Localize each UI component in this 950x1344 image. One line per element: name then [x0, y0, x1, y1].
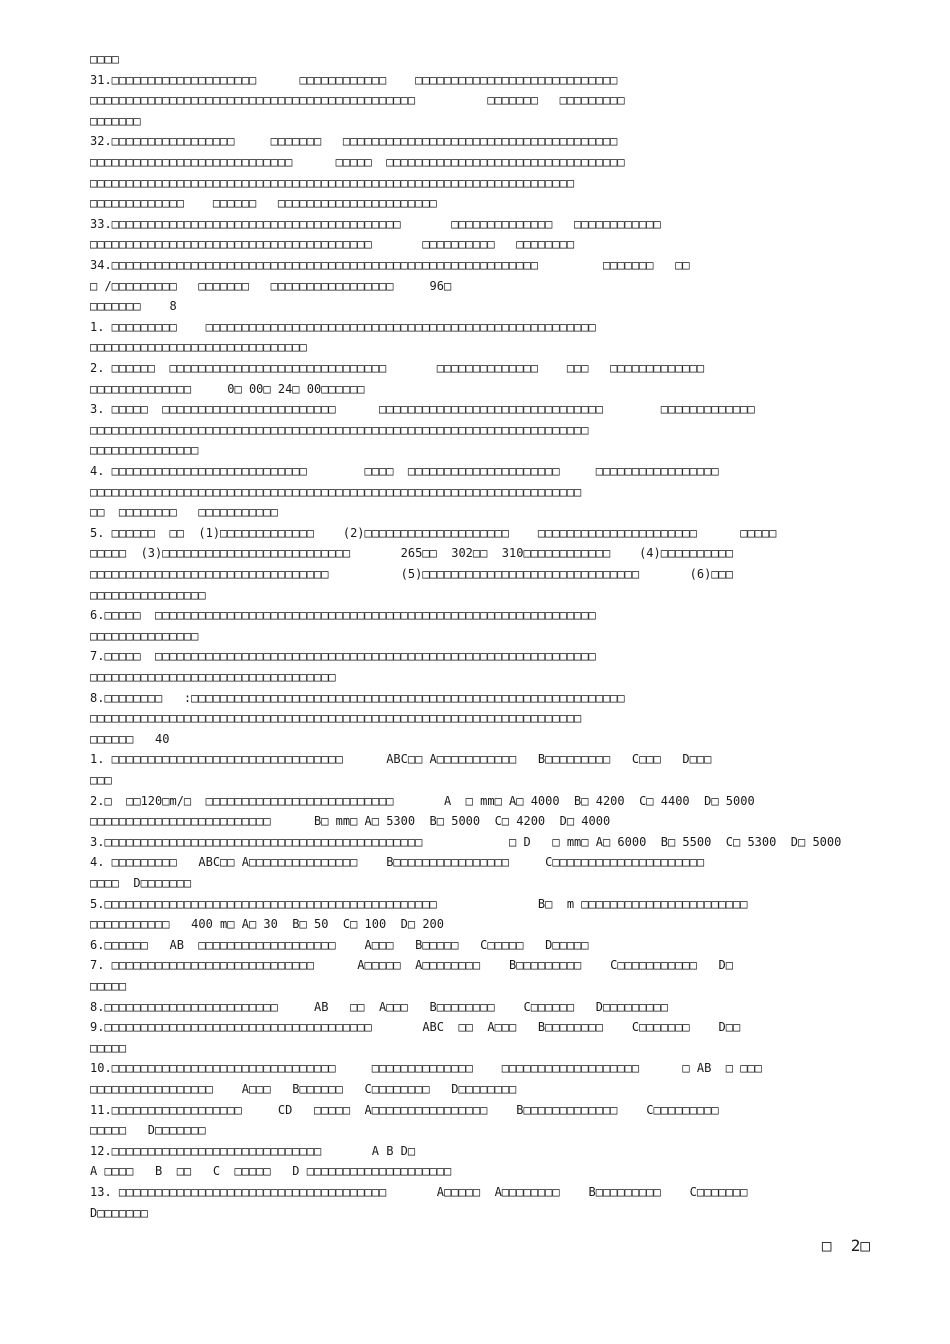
- text-line: 8.□□□□□□□□ :□□□□□□□□□□□□□□□□□□□□□□□□□□□□□□□□□□□□□□□□□□□□□□□□□□□□□□□□□□□□: [90, 691, 625, 705]
- text-line: 4. □□□□□□□□□□□□□□□□□□□□□□□□□□□ □□□□ □□□□□□□□□□□□□□□□□□□□□ □□□□□□□□□□□□□□□□□: [90, 464, 719, 478]
- text-line: 3. □□□□□ □□□□□□□□□□□□□□□□□□□□□□□□ □□□□□□□□□□□□□□□□□□□□□□□□□□□□□□□ □□□□□□□□□□□□□: [90, 402, 755, 416]
- text-line: □□□□□□□□□□□□□□□□: [90, 588, 206, 602]
- text-line: 7.□□□□□ □□□□□□□□□□□□□□□□□□□□□□□□□□□□□□□□□□□□□□□□□□□□□□□□□□□□□□□□□□□□□: [90, 649, 596, 663]
- text-line: 11.□□□□□□□□□□□□□□□□□□ CD □□□□□ A□□□□□□□□□□□□□□□□ B□□□□□□□□□□□□□ C□□□□□□□□□: [90, 1103, 719, 1117]
- text-line: 8.□□□□□□□□□□□□□□□□□□□□□□□□ AB □□ A□□□ B□□□□□□□□ C□□□□□□ D□□□□□□□□□: [90, 1000, 668, 1014]
- text-line: □□□□□□□□□□□□□□□□□□□□□□□□□□□□□□□□□□□□□□□□□□□□□□□□□□□□□□□□□□□□□□□□□□□□: [90, 485, 582, 499]
- text-line: □□□□□□□□□□□□□□□: [90, 443, 199, 457]
- text-line: 10.□□□□□□□□□□□□□□□□□□□□□□□□□□□□□□□ □□□□□□□□□□□□□□ □□□□□□□□□□□□□□□□□□□ □ AB □ □□□: [90, 1061, 762, 1075]
- text-line: 2. □□□□□□ □□□□□□□□□□□□□□□□□□□□□□□□□□□□□□ □□□□□□□□□□□□□□ □□□ □□□□□□□□□□□□□: [90, 361, 705, 375]
- text-line: 1. □□□□□□□□□□□□□□□□□□□□□□□□□□□□□□□□ ABC□□ A□□□□□□□□□□□ B□□□□□□□□□ C□□□ D□□□: [90, 752, 712, 766]
- text-line: 7. □□□□□□□□□□□□□□□□□□□□□□□□□□□□ A□□□□□ A□□□□□□□□ B□□□□□□□□□ C□□□□□□□□□□□ D□: [90, 958, 733, 972]
- text-line: □□□□□□ 40: [90, 732, 170, 746]
- text-line: □□□□□□□□□□□□□□□□□□□□□□□□□□□□□□□□□□□□□□□□□□□□□□□□□□□□□□□□□□□□□□□□□□□□□: [90, 423, 589, 437]
- text-line: □□ □□□□□□□□ □□□□□□□□□□□: [90, 505, 278, 519]
- text-line: A □□□□ B □□ C □□□□□ D □□□□□□□□□□□□□□□□□□□□: [90, 1164, 452, 1178]
- text-line: □□□□□□□□□□□□□□□□□□□□□□□□□□□□□□□□□□□□□□□□□□□□□□□□□□□□□□□□□□□□□□□□□□□: [90, 176, 575, 190]
- text-line: 4. □□□□□□□□□ ABC□□ A□□□□□□□□□□□□□□□ B□□□□□□□□□□□□□□□□ C□□□□□□□□□□□□□□□□□□□□□: [90, 855, 705, 869]
- text-line: □□□□□□□□□□□□□□□: [90, 629, 199, 643]
- text-line: □□□□: [90, 52, 119, 66]
- text-line: □□□□□□□□□□□□□□□□□ A□□□ B□□□□□□ C□□□□□□□□ D□□□□□□□□: [90, 1082, 517, 1096]
- text-line: □□□□□□□□□□□□□□□□□□□□□□□□□□□□□□□□□□□□□□□□□□□□□□□□□□□□□□□□□□□□□□□□□□□□: [90, 711, 582, 725]
- text-line: □□□□□□□□□□□□□□□□□□□□□□□□□□□□□□□□□□□□□□□□□□□□□ □□□□□□□ □□□□□□□□□: [90, 93, 625, 107]
- text-line: 6.□□□□□ □□□□□□□□□□□□□□□□□□□□□□□□□□□□□□□□□□□□□□□□□□□□□□□□□□□□□□□□□□□□□: [90, 608, 596, 622]
- text-line: □□□□□□□□□□□□□□□□□□□□□□□□□□□□□□□□□□: [90, 670, 336, 684]
- text-line: □□□□□□□□□□□□□□ 0□ 00□ 24□ 00□□□□□□: [90, 382, 365, 396]
- text-line: □□□□□: [90, 1041, 127, 1055]
- text-line: D□□□□□□□: [90, 1206, 148, 1220]
- text-line: □ /□□□□□□□□□ □□□□□□□ □□□□□□□□□□□□□□□□□ 96□: [90, 279, 452, 293]
- text-line: 1. □□□□□□□□□ □□□□□□□□□□□□□□□□□□□□□□□□□□□□□□□□□□□□□□□□□□□□□□□□□□□□□□: [90, 320, 596, 334]
- text-line: 32.□□□□□□□□□□□□□□□□□ □□□□□□□ □□□□□□□□□□□□□□□□□□□□□□□□□□□□□□□□□□□□□□: [90, 134, 618, 148]
- text-line: □□□□□□□ 8: [90, 299, 177, 313]
- page-number: □ 2□: [821, 1236, 870, 1255]
- text-line: □□□□□□□□□□□□□□□□□□□□□□□□□□□□□□: [90, 340, 307, 354]
- text-line: 12.□□□□□□□□□□□□□□□□□□□□□□□□□□□□□ A B D□: [90, 1144, 416, 1158]
- text-line: □□□□□□□□□□□□□□□□□□□□□□□□□□□□ □□□□□ □□□□□□□□□□□□□□□□□□□□□□□□□□□□□□□□□: [90, 155, 625, 169]
- text-line: □□□□□□□: [90, 114, 141, 128]
- text-line: □□□□ D□□□□□□□: [90, 876, 192, 890]
- text-line: 31.□□□□□□□□□□□□□□□□□□□□ □□□□□□□□□□□□ □□□□□□□□□□□□□□□□□□□□□□□□□□□□: [90, 73, 618, 87]
- text-line: □□□□□□□□□□□□□□□□□□□□□□□□□ B□ mm□ A□ 5300 B□ 5000 C□ 4200 D□ 4000: [90, 814, 611, 828]
- text-line: □□□□□□□□□□□□□□□□□□□□□□□□□□□□□□□□□□□□□□□ □□□□□□□□□□ □□□□□□□□: [90, 237, 575, 251]
- text-line: 33.□□□□□□□□□□□□□□□□□□□□□□□□□□□□□□□□□□□□□□□□ □□□□□□□□□□□□□□ □□□□□□□□□□□□: [90, 217, 661, 231]
- text-line: □□□□□ (3)□□□□□□□□□□□□□□□□□□□□□□□□□□ 265□□ 302□□ 310□□□□□□□□□□□□ (4)□□□□□□□□□□: [90, 546, 733, 560]
- text-line: 3.□□□□□□□□□□□□□□□□□□□□□□□□□□□□□□□□□□□□□□□□□□□□ □ D □ mm□ A□ 6000 B□ 5500 C□ 5300 D□ 5000: [90, 835, 842, 849]
- text-line: 5. □□□□□□ □□ (1)□□□□□□□□□□□□□ (2)□□□□□□□□□□□□□□□□□□□□ □□□□□□□□□□□□□□□□□□□□□□ □□□□□: [90, 526, 777, 540]
- text-line: □□□: [90, 773, 112, 787]
- text-line: □□□□□□□□□□□□□ □□□□□□ □□□□□□□□□□□□□□□□□□□□□□: [90, 196, 437, 210]
- text-line: □□□□□ D□□□□□□□: [90, 1123, 206, 1137]
- text-line: □□□□□: [90, 979, 127, 993]
- text-line: 13. □□□□□□□□□□□□□□□□□□□□□□□□□□□□□□□□□□□□□ A□□□□□ A□□□□□□□□ B□□□□□□□□□ C□□□□□□□: [90, 1185, 748, 1199]
- text-line: 2.□ □□120□m/□ □□□□□□□□□□□□□□□□□□□□□□□□□□ A □ mm□ A□ 4000 B□ 4200 C□ 4400 D□ 5000: [90, 794, 755, 808]
- text-line: 34.□□□□□□□□□□□□□□□□□□□□□□□□□□□□□□□□□□□□□□□□□□□□□□□□□□□□□□□□□□□ □□□□□□□ □□: [90, 258, 690, 272]
- text-line: 6.□□□□□□ AB □□□□□□□□□□□□□□□□□□□ A□□□ B□□□□□ C□□□□□ D□□□□□: [90, 938, 589, 952]
- text-line: 5.□□□□□□□□□□□□□□□□□□□□□□□□□□□□□□□□□□□□□□□□□□□□□□ B□ m □□□□□□□□□□□□□□□□□□□□□□□: [90, 897, 748, 911]
- text-line: □□□□□□□□□□□ 400 m□ A□ 30 B□ 50 C□ 100 D□ 200: [90, 917, 445, 931]
- text-line: □□□□□□□□□□□□□□□□□□□□□□□□□□□□□□□□□ (5)□□□□□□□□□□□□□□□□□□□□□□□□□□□□□□ (6)□□□: [90, 567, 733, 581]
- text-line: 9.□□□□□□□□□□□□□□□□□□□□□□□□□□□□□□□□□□□□□ ABC □□ A□□□ B□□□□□□□□ C□□□□□□□ D□□: [90, 1020, 741, 1034]
